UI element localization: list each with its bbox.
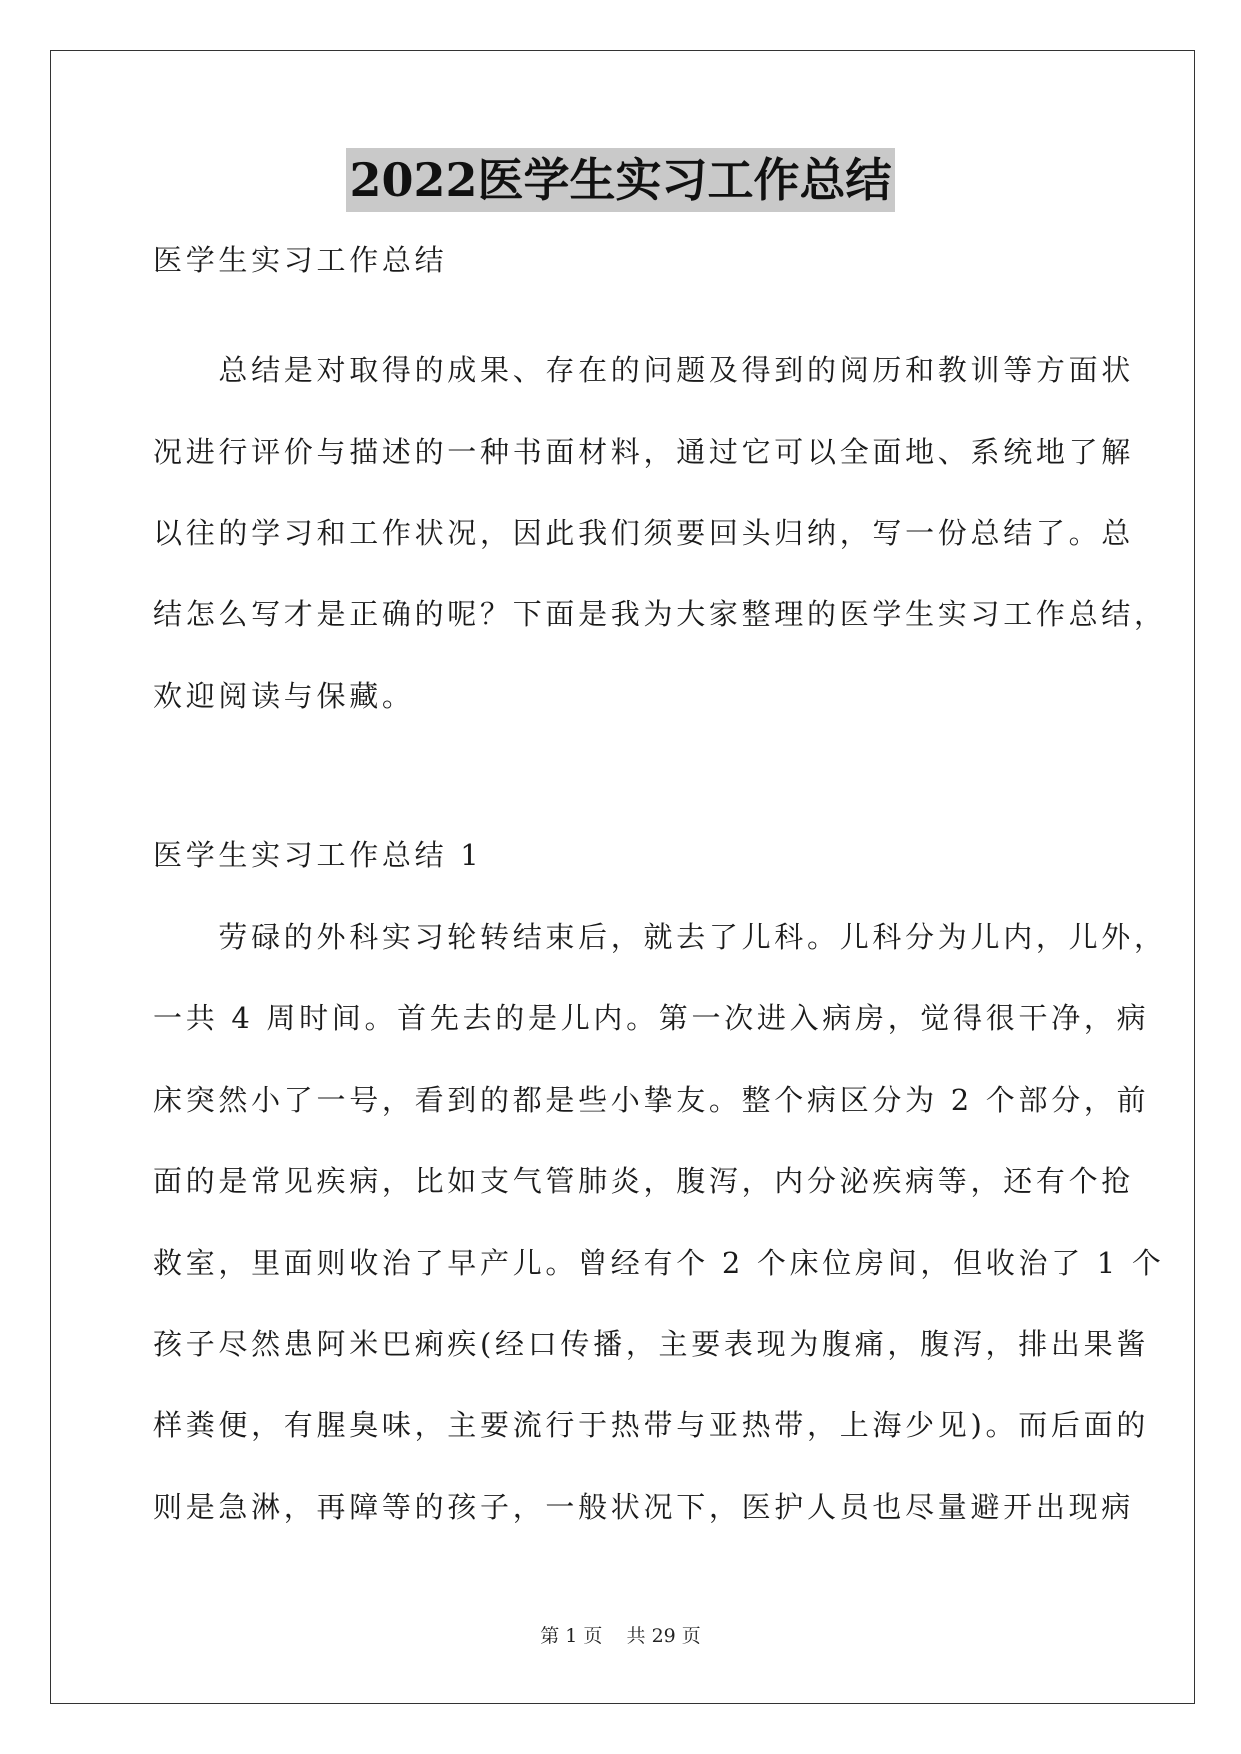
paragraph-line: 床突然小了一号，看到的都是些小挚友。整个病区分为 2 个部分，前 [153,1083,1150,1117]
paragraph-line: 以往的学习和工作状况，因此我们须要回头归纳，写一份总结了。总 [153,516,1135,550]
document-title: 2022医学生实习工作总结 [346,148,894,212]
paragraph-line: 样粪便，有腥臭味，主要流行于热带与亚热带，上海少见)。而后面的 [153,1408,1150,1442]
paragraph-line: 医学生实习工作总结 [153,243,448,277]
paragraph-line: 欢迎阅读与保藏。 [153,679,415,713]
paragraph-line: 结怎么写才是正确的呢？下面是我为大家整理的医学生实习工作总结， [153,597,1167,631]
paragraph-line: 则是急淋，再障等的孩子，一般状况下，医护人员也尽量避开出现病 [153,1490,1135,1524]
paragraph-line: 面的是常见疾病，比如支气管肺炎，腹泻，内分泌疾病等，还有个抢 [153,1164,1135,1198]
page-number: 第 1 页 [540,1625,603,1647]
page-border [50,50,1195,1704]
page-total: 共 29 页 [626,1625,701,1647]
title-container [0,148,1241,212]
paragraph-line: 救室，里面则收治了早产儿。曾经有个 2 个床位房间，但收治了 1 个 [153,1246,1165,1280]
paragraph-line: 一共 4 周时间。首先去的是儿内。第一次进入病房，觉得很干净，病 [153,1001,1150,1035]
paragraph-line: 劳碌的外科实习轮转结束后，就去了儿科。儿科分为儿内，儿外， [153,920,1167,954]
paragraph-line: 孩子尽然患阿米巴痢疾(经口传播，主要表现为腹痛，腹泻，排出果酱 [153,1327,1150,1361]
paragraph-line: 况进行评价与描述的一种书面材料，通过它可以全面地、系统地了解 [153,435,1135,469]
section-heading: 医学生实习工作总结 1 [153,838,483,872]
page-footer [0,1624,1241,1648]
paragraph-line: 总结是对取得的成果、存在的问题及得到的阅历和教训等方面状 [153,353,1135,387]
